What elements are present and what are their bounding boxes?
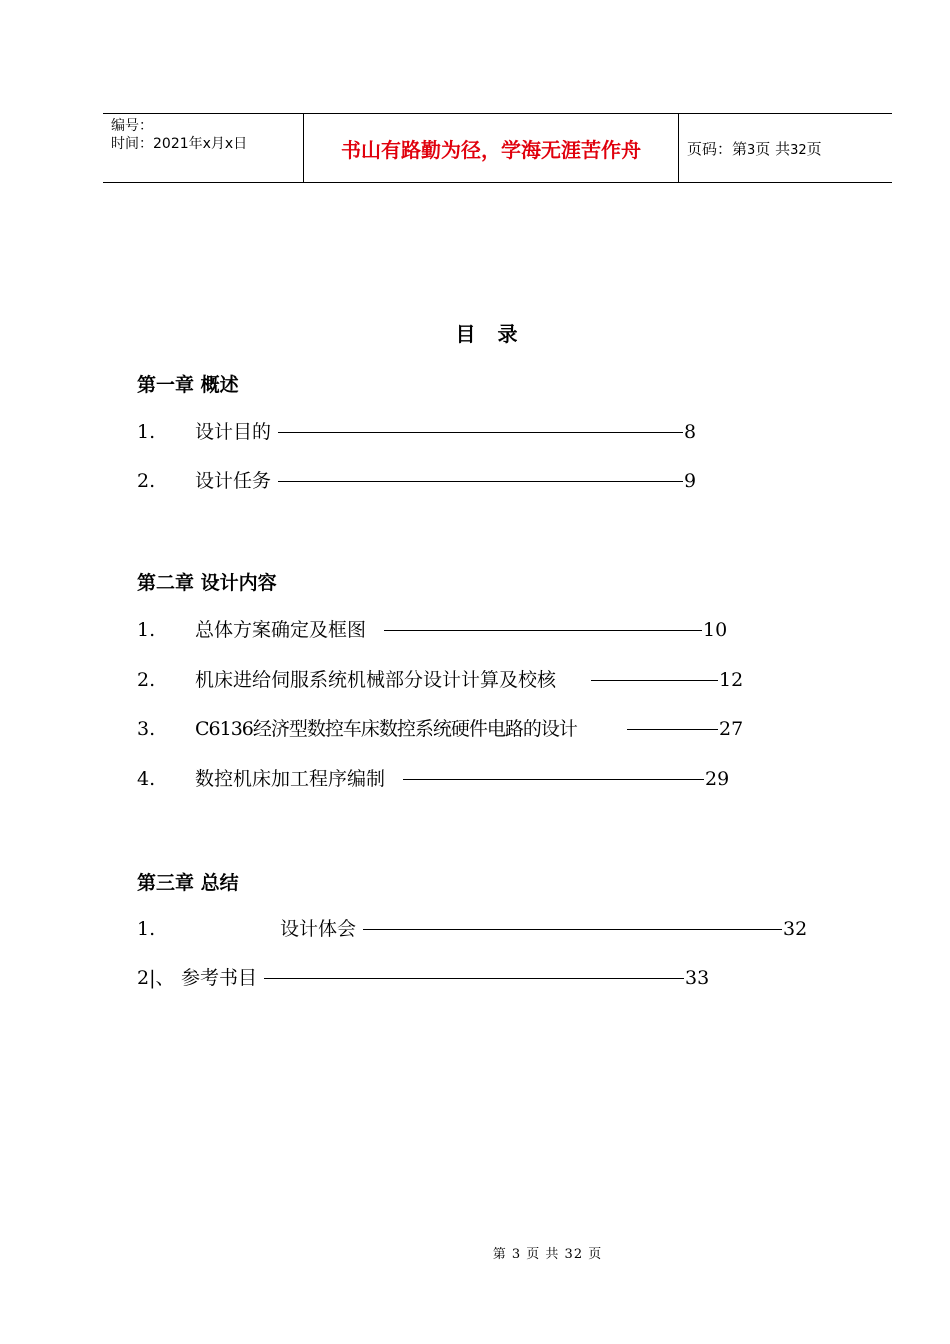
- page-header: [103, 113, 892, 183]
- dot-leader: [278, 432, 683, 433]
- entry-number: 1.: [137, 421, 156, 443]
- entry-number: 2.: [137, 470, 156, 492]
- entry-number: 4.: [137, 768, 156, 790]
- chapter-heading: 第二章 设计内容: [137, 572, 277, 594]
- dot-leader: [363, 929, 782, 930]
- dot-leader: [384, 630, 702, 631]
- page-prefix: 页码：第: [687, 139, 748, 158]
- dot-leader: [627, 729, 718, 730]
- header-right-cell: [678, 114, 892, 182]
- entry-number: 2.: [137, 669, 156, 691]
- page-current: 3: [747, 142, 756, 158]
- footer-page-number: 第 3 页 共 32 页: [492, 1247, 603, 1262]
- entry-page: 9: [684, 470, 697, 492]
- entry-number: 1.: [137, 918, 156, 940]
- header-slogan: 书山有路勤为径，学海无涯苦作舟: [341, 137, 641, 162]
- entry-page: 8: [684, 421, 697, 443]
- entry-page: 12: [719, 669, 744, 691]
- document-number-label: 编号：: [111, 118, 153, 134]
- entry-number: 2|、: [137, 967, 175, 989]
- entry-page: 27: [719, 718, 744, 740]
- header-middle-cell: [303, 114, 679, 182]
- entry-number: 1.: [137, 619, 156, 641]
- entry-text: 数控机床加工程序编制: [195, 768, 386, 790]
- entry-text: C6136经济型数控车床数控系统硬件电路的设计: [195, 718, 577, 740]
- entry-number: 3.: [137, 718, 156, 740]
- entry-text: 总体方案确定及框图: [195, 619, 367, 641]
- chapter-heading: 第一章 概述: [137, 374, 239, 396]
- entry-text: 设计目的: [195, 421, 272, 443]
- entry-text: 设计任务: [195, 470, 272, 492]
- entry-text: 机床进给伺服系统机械部分设计计算及校核: [195, 669, 557, 691]
- dot-leader: [403, 779, 704, 780]
- page-footer: [0, 1243, 950, 1262]
- toc-title: 目录: [455, 322, 540, 346]
- entry-text: 参考书目: [181, 967, 258, 989]
- page-total: 32: [790, 142, 807, 158]
- page-mid: 页 共: [755, 139, 791, 158]
- entry-text: 设计体会: [280, 918, 357, 940]
- header-page-info: [678, 138, 822, 159]
- dot-leader: [264, 978, 684, 979]
- page-suffix: 页: [806, 139, 822, 158]
- chapter-heading: 第三章 总结: [137, 872, 239, 894]
- dot-leader: [278, 481, 683, 482]
- document-time-label: 时间：2021年x月x日: [111, 136, 248, 152]
- entry-page: 29: [705, 768, 730, 790]
- entry-page: 33: [685, 967, 710, 989]
- header-left-cell: [103, 114, 303, 182]
- entry-page: 10: [703, 619, 728, 641]
- entry-page: 32: [783, 918, 808, 940]
- dot-leader: [591, 680, 718, 681]
